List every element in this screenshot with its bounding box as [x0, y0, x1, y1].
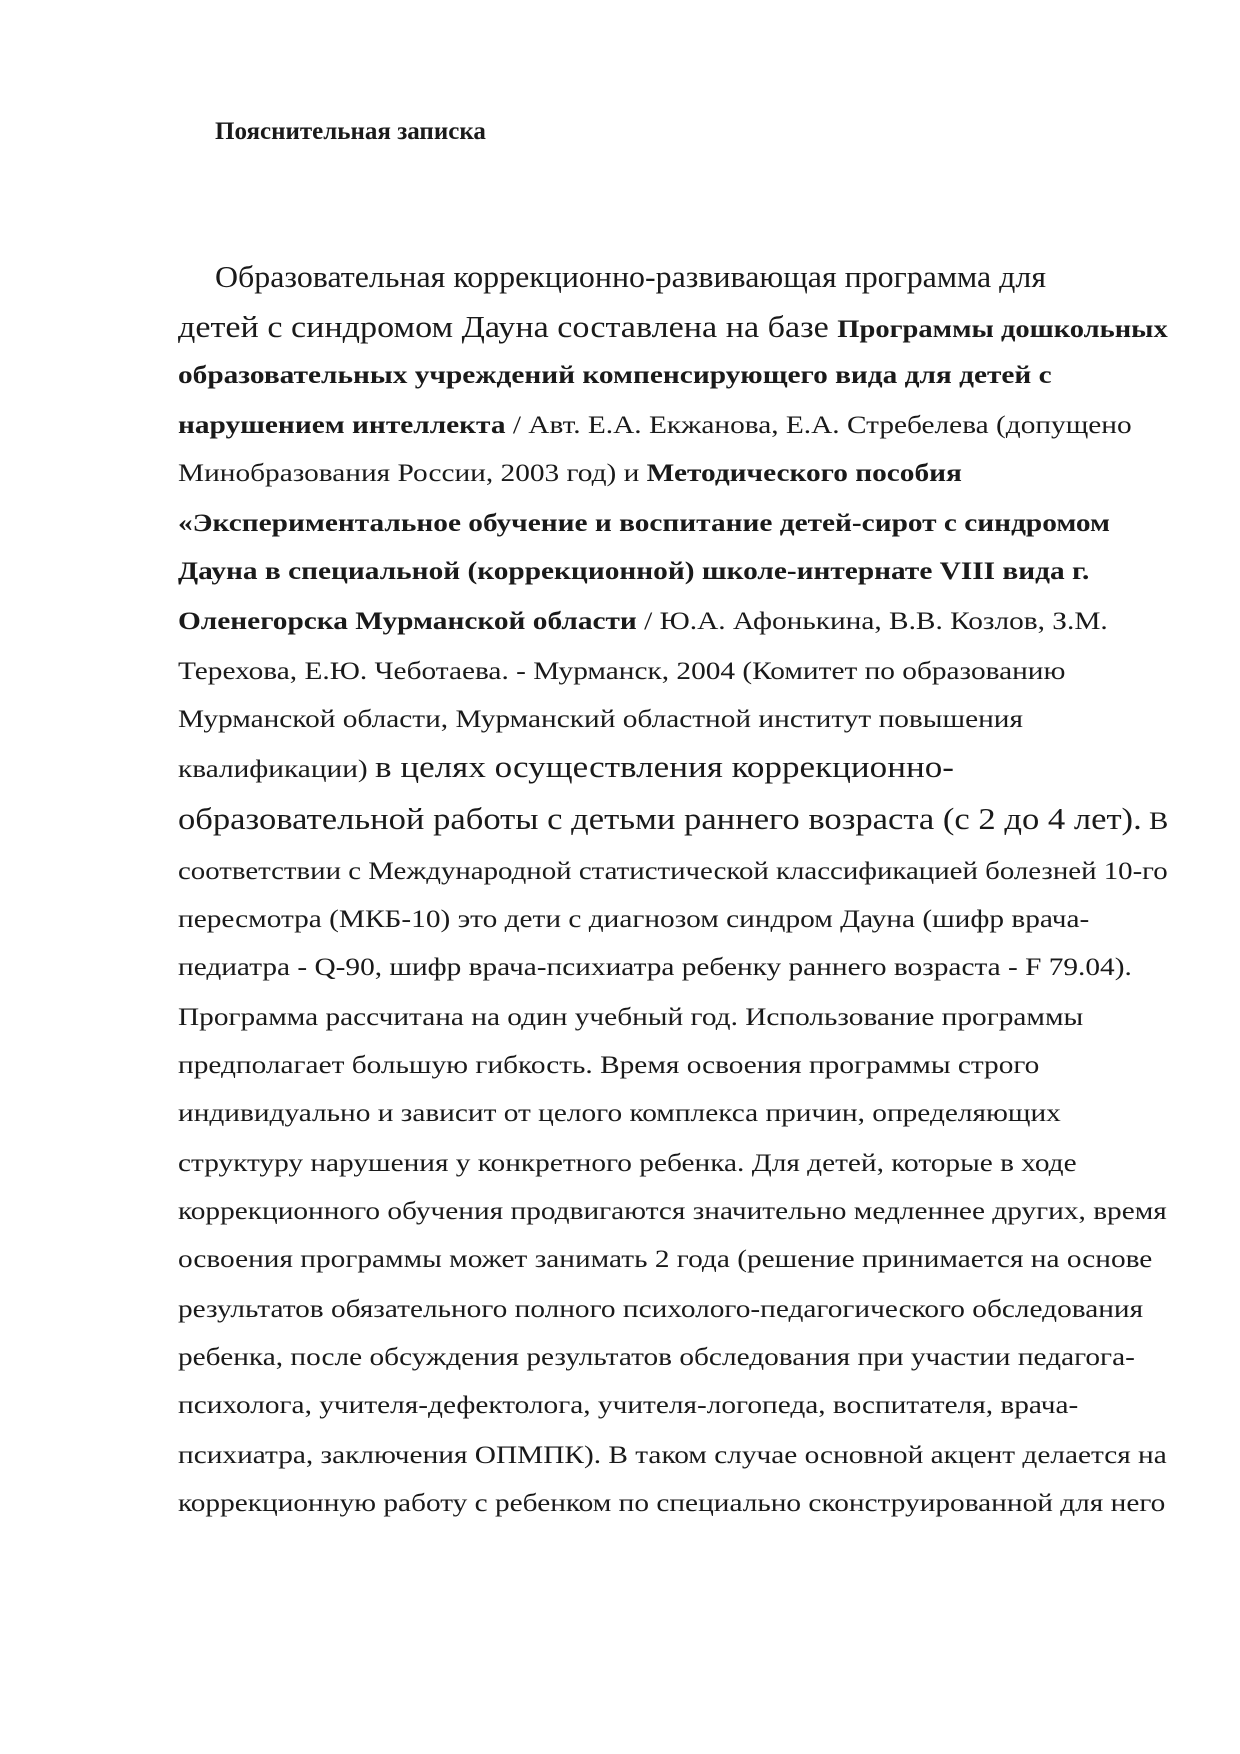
- text-run: в целях осуществления коррекционно-: [375, 750, 954, 784]
- text-line: [178, 1246, 1152, 1272]
- bold-text: образовательных учреждений компенсирующего вида для детей с: [178, 360, 1052, 389]
- text-line: [178, 858, 1168, 884]
- bold-text: Методического пособия: [646, 458, 962, 487]
- text-line: [178, 1100, 1061, 1126]
- text-run: Программа рассчитана на один учебный год. Использование программы: [178, 1002, 1084, 1031]
- page-title: Пояснительная записка: [215, 118, 486, 145]
- text-line: [178, 1490, 1165, 1516]
- text-run: / Авт. Е.А. Екжанова, Е.А. Стребелева (допущено: [505, 410, 1132, 439]
- text-run: результатов обязательного полного психолого-педагогического обследования: [178, 1294, 1144, 1323]
- text-line: [215, 262, 1046, 293]
- text-line: [178, 954, 1132, 980]
- text-line: [178, 558, 1089, 584]
- text-run: Терехова, Е.Ю. Чеботаева. - Мурманск, 2004 (Комитет по образованию: [178, 656, 1066, 685]
- text-run: ребенка, после обсуждения результатов обследования при участии педагога-: [178, 1342, 1135, 1371]
- text-run: коррекционную работу с ребенком по специально сконструированной для него: [178, 1488, 1166, 1517]
- text-line: [178, 312, 1168, 343]
- text-run: пересмотра (МКБ-10) это дети с диагнозом синдром Дауна (шифр врача-: [178, 904, 1090, 933]
- text-line: [178, 608, 1108, 634]
- text-line: [178, 510, 1110, 536]
- text-line: [178, 1442, 1167, 1468]
- text-line: [178, 1392, 1078, 1418]
- text-line: [178, 1198, 1167, 1224]
- bold-text: Программы дошкольных: [837, 314, 1168, 343]
- text-line: [178, 752, 954, 783]
- text-run: В: [1141, 806, 1169, 835]
- text-line: [178, 906, 1089, 932]
- text-line: [178, 1296, 1143, 1322]
- text-line: [178, 706, 1023, 732]
- text-run: педиатра - Q-90, шифр врача-психиатра ребенку раннего возраста - F 79.04).: [178, 952, 1132, 981]
- text-run: коррекционного обучения продвигаются значительно медленнее других, время: [178, 1196, 1167, 1225]
- text-line: [178, 804, 1168, 835]
- text-line: [178, 1344, 1135, 1370]
- text-run: соответствии с Международной статистической классификацией болезней 10-го: [178, 856, 1168, 885]
- text-run: освоения программы может занимать 2 года (решение принимается на основе: [178, 1244, 1153, 1273]
- bold-text: Оленегорска Мурманской области: [178, 606, 637, 635]
- bold-text: нарушением интеллекта: [178, 410, 506, 439]
- text-run: детей с синдромом Дауна составлена на базе: [178, 310, 838, 344]
- text-line: [178, 412, 1132, 438]
- text-line: [178, 362, 1052, 388]
- text-line: [178, 460, 962, 486]
- bold-text: «Экспериментальное обучение и воспитание детей-сирот с синдромом: [178, 508, 1110, 537]
- text-run: предполагает большую гибкость. Время освоения программы строго: [178, 1050, 1040, 1079]
- text-run: квалификации): [178, 754, 376, 783]
- text-run: Мурманской области, Мурманский областной институт повышения: [178, 704, 1023, 733]
- text-run: Образовательная коррекционно-развивающая программа для: [215, 260, 1047, 294]
- text-run: психолога, учителя-дефектолога, учителя-логопеда, воспитателя, врача-: [178, 1390, 1079, 1419]
- text-run: образовательной работы с детьми раннего возраста (с 2 до 4 лет).: [178, 802, 1142, 836]
- text-line: [178, 1052, 1039, 1078]
- text-run: индивидуально и зависит от целого комплекса причин, определяющих: [178, 1098, 1061, 1127]
- text-run: психиатра, заключения ОПМПК). В таком случае основной акцент делается на: [178, 1440, 1167, 1469]
- text-line: [178, 658, 1065, 684]
- text-run: структуру нарушения у конкретного ребенка. Для детей, которые в ходе: [178, 1148, 1077, 1177]
- text-run: Минобразования России, 2003 год) и: [178, 458, 647, 487]
- text-run: / Ю.А. Афонькина, В.В. Козлов, З.М.: [636, 606, 1108, 635]
- text-line: [178, 1004, 1083, 1030]
- bold-text: Дауна в специальной (коррекционной) школе-интернате VIII вида г.: [178, 556, 1090, 585]
- text-line: [178, 1150, 1077, 1176]
